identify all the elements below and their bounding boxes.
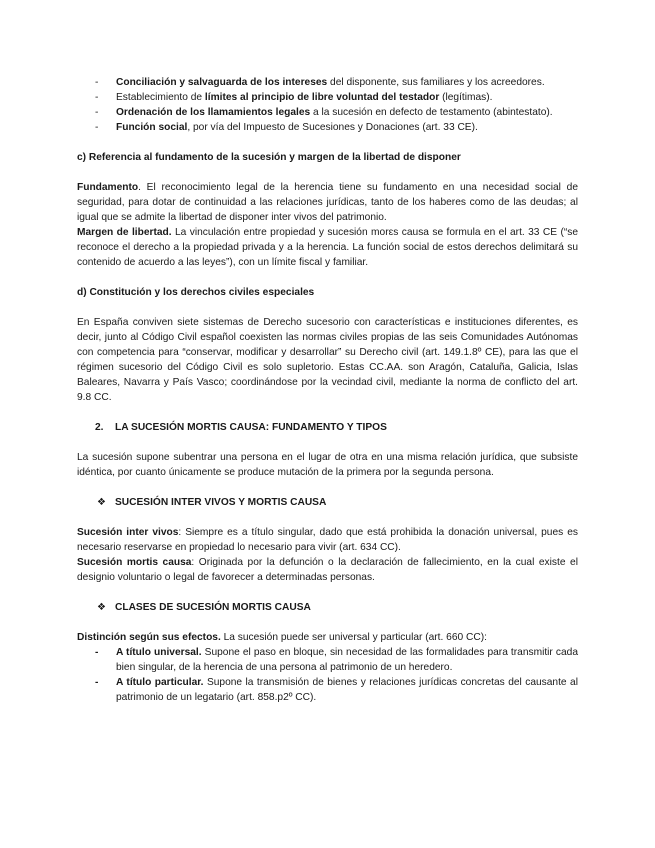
list-item: - Conciliación y salvaguarda de los intereses del disponente, sus familiares y los acreedores. <box>95 77 545 88</box>
distincion-paragraph: Distinción según sus efectos. La sucesión puede ser universal y particular (art. 660 CC): <box>77 632 487 643</box>
list-item: - A título particular. Supone la transmisión de bienes y relaciones jurídicas concretas del causante al patrimonio de un legatario (art. 858.p2º CC). <box>95 677 578 703</box>
purpose-list <box>77 75 578 135</box>
diamond-bullet-icon: ❖ <box>97 602 106 613</box>
document-body <box>77 75 578 705</box>
section-d-heading: d) Constitución y los derechos civiles especiales <box>77 287 315 298</box>
fundamento-paragraph: Fundamento. El reconocimiento legal de la herencia tiene su fundamento en una necesidad social de seguridad, para dotar de continuidad a las relaciones jurídicas, tanto de los haberes como de las deudas; al igual que se admite la libertad de disponer inter vivos del patrimonio. <box>77 182 578 223</box>
list-item: - A título universal. Supone el paso en bloque, sin necesidad de las formalidades para transmitir cada bien singular, de la herencia de una persona al patrimonio de un heredero. <box>95 647 578 673</box>
section-2-heading: 2. LA SUCESIÓN MORTIS CAUSA: FUNDAMENTO Y TIPOS <box>95 422 387 433</box>
clases-heading: ❖ CLASES DE SUCESIÓN MORTIS CAUSA <box>97 602 311 613</box>
section-d-paragraph: En España conviven siete sistemas de Derecho sucesorio con características e instituciones diferentes, es decir, junto al Código Civil español coexisten las normas civiles propias de las seis Comunidades Autónomas con competencia para “conservar, modificar y desarrollar” su Derecho civil (art. 149.1.8º CE), para las que el régimen sucesorio del Código Civil es solo supletorio. Estas CC.AA. son Aragón, Cataluña, Galicia, Islas Baleares, Navarra y País Vasco; coordinándose por la vecindad civil, mediante la norma de conflicto del art. 9.8 CC. <box>77 317 578 403</box>
diamond-bullet-icon: ❖ <box>97 497 106 508</box>
inter-vivos-heading: ❖ SUCESIÓN INTER VIVOS Y MORTIS CAUSA <box>97 497 327 508</box>
clases-list <box>77 645 578 705</box>
list-item: - Ordenación de los llamamientos legales a la sucesión en defecto de testamento (abintestato). <box>95 107 553 118</box>
mortis-causa-paragraph: Sucesión mortis causa: Originada por la defunción o la declaración de fallecimiento, en la cual existe el designio voluntario o legal de favorecer a determinadas personas. <box>77 557 578 583</box>
inter-vivos-paragraph: Sucesión inter vivos: Siempre es a título singular, dado que está prohibida la donación universal, pues es necesario reservarse en propiedad lo necesario para vivir (art. 634 CC). <box>77 527 578 553</box>
list-item: - Función social, por vía del Impuesto de Sucesiones y Donaciones (art. 33 CE). <box>95 122 478 133</box>
section-2-paragraph: La sucesión supone subentrar una persona en el lugar de otra en una misma relación jurídica, que subsiste idéntica, por cuanto únicamente se produce mutación de la primera por la segunda persona. <box>77 452 578 478</box>
section-c-heading: c) Referencia al fundamento de la sucesión y margen de la libertad de disponer <box>77 152 461 163</box>
list-item: - Establecimiento de límites al principio de libre voluntad del testador (legítimas). <box>95 92 493 103</box>
margen-paragraph: Margen de libertad. La vinculación entre propiedad y sucesión morԑs causa se formula en el art. 33 CE (“se reconoce el derecho a la propiedad privada y a la herencia. La función social de estos derechos delimitará su contenido de acuerdo a las leyes”), con un límite fiscal y familiar. <box>77 227 579 268</box>
